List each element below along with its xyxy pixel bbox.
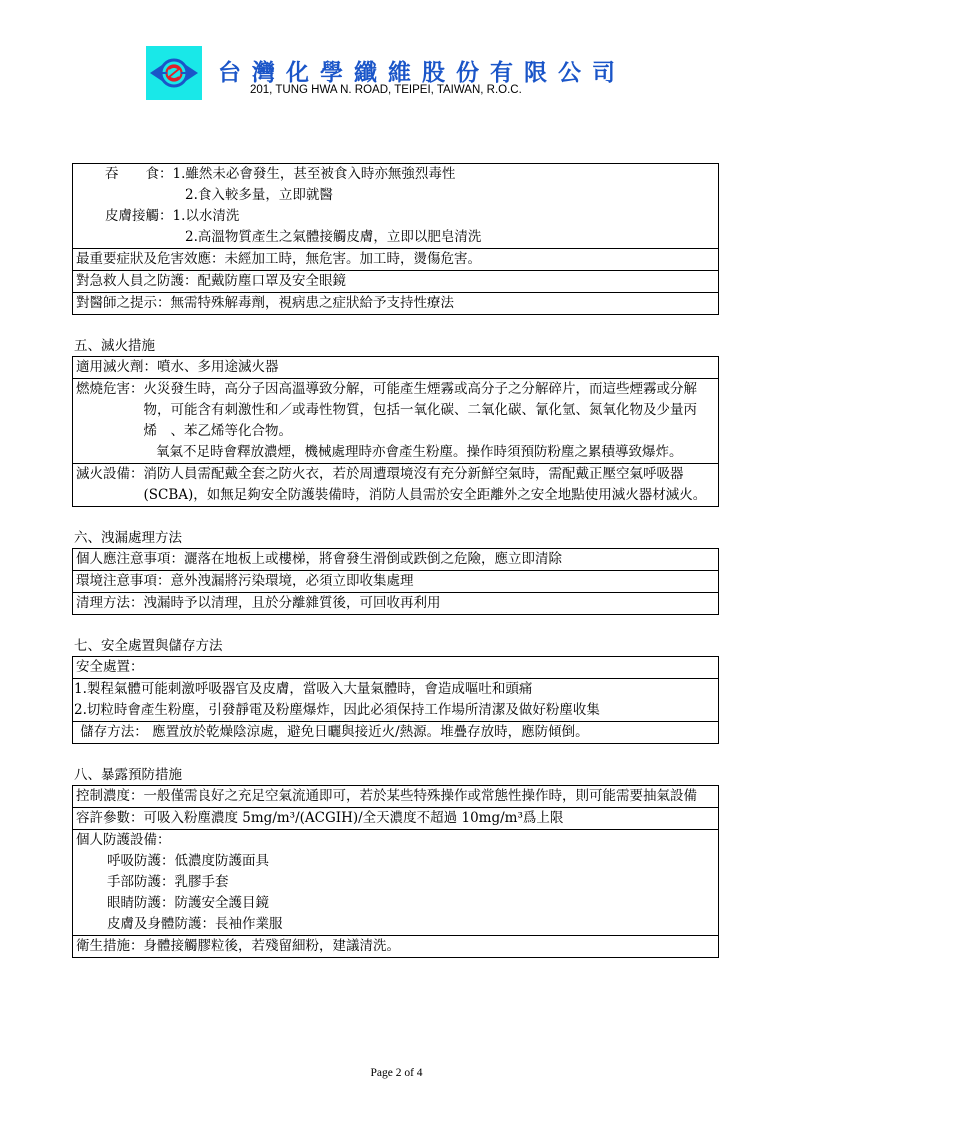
rescuer-text: 對急救人員之防護：配戴防塵口罩及安全眼鏡: [76, 273, 346, 289]
hygiene-box: [72, 936, 719, 958]
spill-environment-text: 環境注意事項：意外洩漏將污染環境，必須立即收集處理: [76, 573, 414, 589]
fire-equipment-box: [72, 464, 719, 507]
safe-handling-label-box: [72, 656, 719, 679]
control-concentration-box: [72, 785, 719, 808]
storage-method-box: [72, 722, 719, 744]
spill-section-title: 六、洩漏處理方法: [74, 530, 182, 546]
spill-personal-box: [72, 548, 719, 571]
first-aid-measures-box: [72, 163, 719, 249]
ingestion-item-1: 1.雖然未必會發生，甚至被食入時亦無強烈毒性: [172, 166, 456, 182]
respiratory-protection: 呼吸防護：低濃度防護面具: [107, 853, 269, 869]
combustion-hazard-box: [72, 379, 719, 464]
skin-item-2: 2.高溫物質產生之氣體接觸皮膚，立即以肥皂清洗: [185, 229, 482, 245]
safe-handling-items-box: [72, 679, 719, 722]
exposure-limit-text: 容許參數：可吸入粉塵濃度 5mg/m³/(ACGIH)/全天濃度不超過 10mg/m³爲上限: [76, 810, 564, 826]
fire-section-title: 五、滅火措施: [74, 338, 155, 354]
hygiene-text: 衛生措施：身體接觸膠粒後，若殘留細粉，建議清洗。: [76, 938, 400, 954]
ingestion-item-2: 2.食入較多量，立即就醫: [185, 187, 333, 203]
letterhead: [146, 46, 646, 102]
body-protection: 皮膚及身體防護：長袖作業服: [107, 916, 283, 932]
ingestion-row-1: [73, 164, 718, 185]
spill-cleanup-text: 清理方法：洩漏時予以清理，且於分離雜質後，可回收再利用: [76, 595, 441, 611]
extinguishing-agents-box: [72, 356, 719, 379]
ppe-box: [72, 830, 719, 936]
spill-environment-box: [72, 571, 719, 593]
exposure-limit-box: [72, 808, 719, 830]
document-body: [72, 163, 719, 958]
spill-cleanup-box: [72, 593, 719, 615]
combustion-hazard-text-2: 氧氣不足時會釋放濃煙，機械處理時亦會產生粉塵。操作時須預防粉塵之累積導致爆炸。: [156, 444, 683, 460]
skin-label: 皮膚接觸：: [105, 208, 173, 224]
company-name: 台灣化學纖維股份有限公司: [218, 60, 626, 86]
spill-personal-text: 個人應注意事項：灑落在地板上或樓梯，將會發生滑倒或跌倒之危險，應立即清除: [76, 551, 562, 567]
safe-handling-item-2: 2.切粒時會產生粉塵，引發靜電及粉塵爆炸，因此必須保持工作場所清潔及做好粉塵收集: [74, 702, 600, 718]
symptoms-box: [72, 249, 719, 271]
rescuer-box: [72, 271, 719, 293]
exposure-section-title: 八、暴露預防措施: [74, 767, 182, 783]
hand-protection: 手部防護：乳膠手套: [107, 874, 229, 890]
ppe-label: 個人防護設備：: [76, 832, 171, 848]
doctor-text: 對醫師之提示：無需特殊解毒劑，視病患之症狀給予支持性療法: [76, 295, 454, 311]
company-address: 201, TUNG HWA N. ROAD, TEIPEI, TAIWAN, R.O.C.: [250, 84, 522, 96]
doctor-box: [72, 293, 719, 315]
company-logo-icon: [146, 46, 202, 100]
eye-protection: 眼睛防護：防護安全護目鏡: [107, 895, 269, 911]
control-concentration-text: 一般僅需良好之充足空氣流通即可，若於某些特殊操作或常態性操作時，則可能需要抽氣設備: [143, 788, 697, 804]
combustion-hazard-label: 燃燒危害：: [76, 381, 144, 397]
extinguishing-agents-text: 適用滅火劑：噴水、多用途滅火器: [76, 359, 279, 375]
ingestion-label: 吞 食：: [105, 166, 173, 182]
storage-section-title: 七、安全處置與儲存方法: [74, 638, 223, 654]
symptoms-text: 最重要症狀及危害效應：未經加工時，無危害。加工時，燙傷危害。: [76, 251, 481, 267]
page-number: Page 2 of 4: [370, 1067, 423, 1079]
combustion-hazard-text: 火災發生時，高分子因高溫導致分解，可能產生煙霧或高分子之分解碎片，而這些煙霧或分解物，可能含有刺激性和／或毒性物質，包括一氧化碳、二氧化碳、氰化氫、氮氧化物及少量丙烯 、苯乙烯等化合物。: [143, 381, 697, 439]
safe-handling-label: 安全處置：: [76, 659, 144, 675]
storage-method-text: 儲存方法： 應置放於乾燥陰涼處，避免日曬與接近火/熱源。堆疊存放時，應防傾倒。: [76, 724, 589, 740]
fire-equipment-text: 消防人員需配戴全套之防火衣，若於周遭環境沒有充分新鮮空氣時，需配戴正壓空氣呼吸器(SCBA)，如無足夠安全防護裝備時，消防人員需於安全距離外之安全地點使用滅火器材滅火。: [143, 466, 707, 503]
fire-equipment-label: 滅火設備：: [76, 466, 144, 482]
safe-handling-item-1: 1.製程氣體可能刺激呼吸器官及皮膚，當吸入大量氣體時，會造成嘔吐和頭痛: [74, 681, 533, 697]
skin-row-1: [73, 206, 718, 227]
control-concentration-label: 控制濃度：: [76, 788, 144, 804]
skin-item-1: 1.以水清洗: [172, 208, 240, 224]
